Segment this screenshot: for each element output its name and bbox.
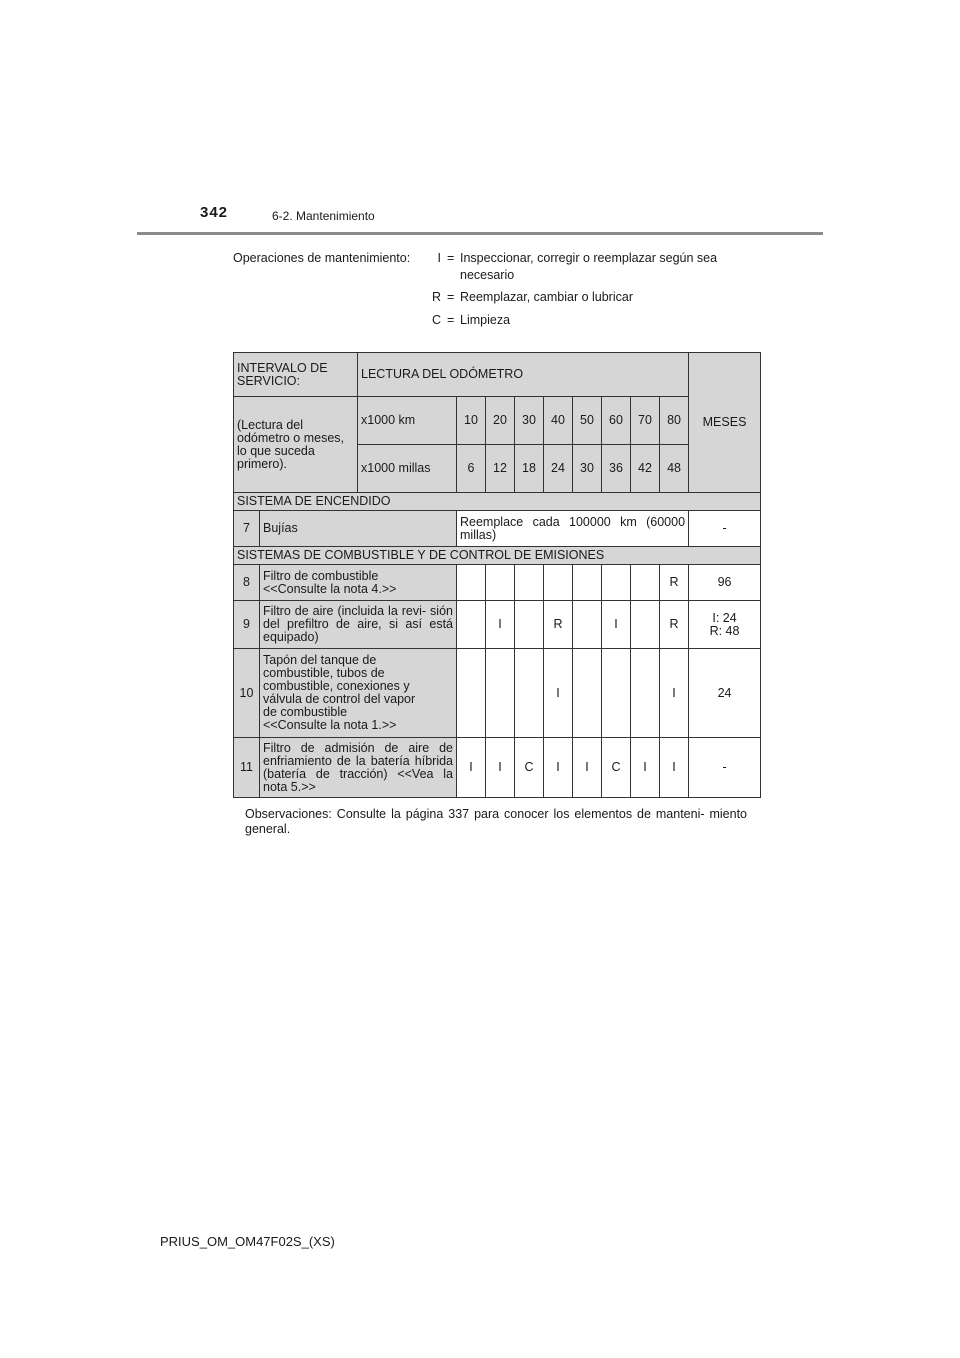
interval-cell: I xyxy=(544,738,573,798)
row-item: Bujías xyxy=(260,511,457,547)
row-item: Filtro de aire (incluida la revi- sión del prefiltro de aire, si así está equipado) xyxy=(260,601,457,649)
row-months: - xyxy=(689,511,761,547)
km-row xyxy=(234,397,761,445)
table-row xyxy=(234,649,761,738)
interval-cell: C xyxy=(602,738,631,798)
interval-cell: I xyxy=(631,738,660,798)
km-value: 50 xyxy=(573,397,602,445)
row-months: 96 xyxy=(689,565,761,601)
page-header xyxy=(0,0,960,240)
section-title: 6-2. Mantenimiento xyxy=(272,209,375,223)
row-item: Filtro de admisión de aire de enfriamiento de la batería híbrida (batería de tracción) <<Vea la nota 5.>> xyxy=(260,738,457,798)
table-row xyxy=(234,565,761,601)
row-months: I: 24 R: 48 xyxy=(689,601,761,649)
interval-cell xyxy=(515,565,544,601)
miles-value: 24 xyxy=(544,445,573,493)
miles-value: 18 xyxy=(515,445,544,493)
interval-cell: I xyxy=(457,738,486,798)
row-months: 24 xyxy=(689,649,761,738)
miles-value: 42 xyxy=(631,445,660,493)
interval-cell: I xyxy=(602,601,631,649)
km-value: 80 xyxy=(660,397,689,445)
section-title-fuel: SISTEMAS DE COMBUSTIBLE Y DE CONTROL DE EMISIONES xyxy=(234,547,761,565)
interval-cell: R xyxy=(544,601,573,649)
interval-cell: I xyxy=(660,649,689,738)
interval-cell xyxy=(573,565,602,601)
header-rule xyxy=(137,232,823,235)
row-number: 8 xyxy=(234,565,260,601)
miles-value: 30 xyxy=(573,445,602,493)
odometer-label: LECTURA DEL ODÓMETRO xyxy=(358,353,689,397)
footer-code: PRIUS_OM_OM47F02S_(XS) xyxy=(160,1234,335,1249)
miles-unit: x1000 millas xyxy=(358,445,457,493)
row-item: Tapón del tanque de combustible, tubos de combustible, conexiones y válvula de control del vapor de combustible <<Consulte la nota 1.>> xyxy=(260,649,457,738)
observations-note: Observaciones: Consulte la página 337 para conocer los elementos de manteni- miento general. xyxy=(245,807,747,836)
km-value: 60 xyxy=(602,397,631,445)
section-row xyxy=(234,547,761,565)
interval-cell: I xyxy=(573,738,602,798)
interval-cell xyxy=(486,565,515,601)
interval-cell xyxy=(573,601,602,649)
interval-cell: I xyxy=(486,738,515,798)
row-number: 10 xyxy=(234,649,260,738)
page-number: 342 xyxy=(200,204,229,221)
interval-cell xyxy=(457,565,486,601)
section-title-ignition: SISTEMA DE ENCENDIDO xyxy=(234,493,761,511)
interval-cell xyxy=(515,649,544,738)
interval-cell xyxy=(544,565,573,601)
km-value: 10 xyxy=(457,397,486,445)
interval-cell xyxy=(457,649,486,738)
interval-cell xyxy=(457,601,486,649)
table-row xyxy=(234,738,761,798)
interval-cell: I xyxy=(486,601,515,649)
row-number: 7 xyxy=(234,511,260,547)
row-months: - xyxy=(689,738,761,798)
section-row xyxy=(234,493,761,511)
row-span-text: Reemplace cada 100000 km (60000 millas) xyxy=(457,511,689,547)
interval-cell xyxy=(515,601,544,649)
interval-cell: I xyxy=(660,738,689,798)
row-item: Filtro de combustible <<Consulte la nota 4.>> xyxy=(260,565,457,601)
table-row xyxy=(234,601,761,649)
km-unit: x1000 km xyxy=(358,397,457,445)
table-row xyxy=(234,511,761,547)
interval-label: INTERVALO DE SERVICIO: xyxy=(234,353,358,397)
miles-value: 12 xyxy=(486,445,515,493)
interval-cell xyxy=(602,649,631,738)
legend-label: Operaciones de mantenimiento: xyxy=(233,251,411,265)
row-number: 9 xyxy=(234,601,260,649)
table-header-row xyxy=(234,353,761,397)
km-value: 70 xyxy=(631,397,660,445)
interval-cell xyxy=(486,649,515,738)
months-label: MESES xyxy=(689,353,761,493)
interval-cell xyxy=(631,649,660,738)
interval-cell: I xyxy=(544,649,573,738)
row-number: 11 xyxy=(234,738,260,798)
km-value: 20 xyxy=(486,397,515,445)
km-value: 30 xyxy=(515,397,544,445)
whichever-first-label: (Lectura del odómetro o meses, lo que suceda primero). xyxy=(234,397,358,493)
interval-cell xyxy=(631,565,660,601)
interval-cell xyxy=(573,649,602,738)
miles-value: 36 xyxy=(602,445,631,493)
interval-cell xyxy=(602,565,631,601)
km-value: 40 xyxy=(544,397,573,445)
maintenance-schedule-table xyxy=(233,352,761,798)
interval-cell xyxy=(631,601,660,649)
interval-cell: C xyxy=(515,738,544,798)
miles-value: 48 xyxy=(660,445,689,493)
interval-cell: R xyxy=(660,565,689,601)
miles-value: 6 xyxy=(457,445,486,493)
interval-cell: R xyxy=(660,601,689,649)
